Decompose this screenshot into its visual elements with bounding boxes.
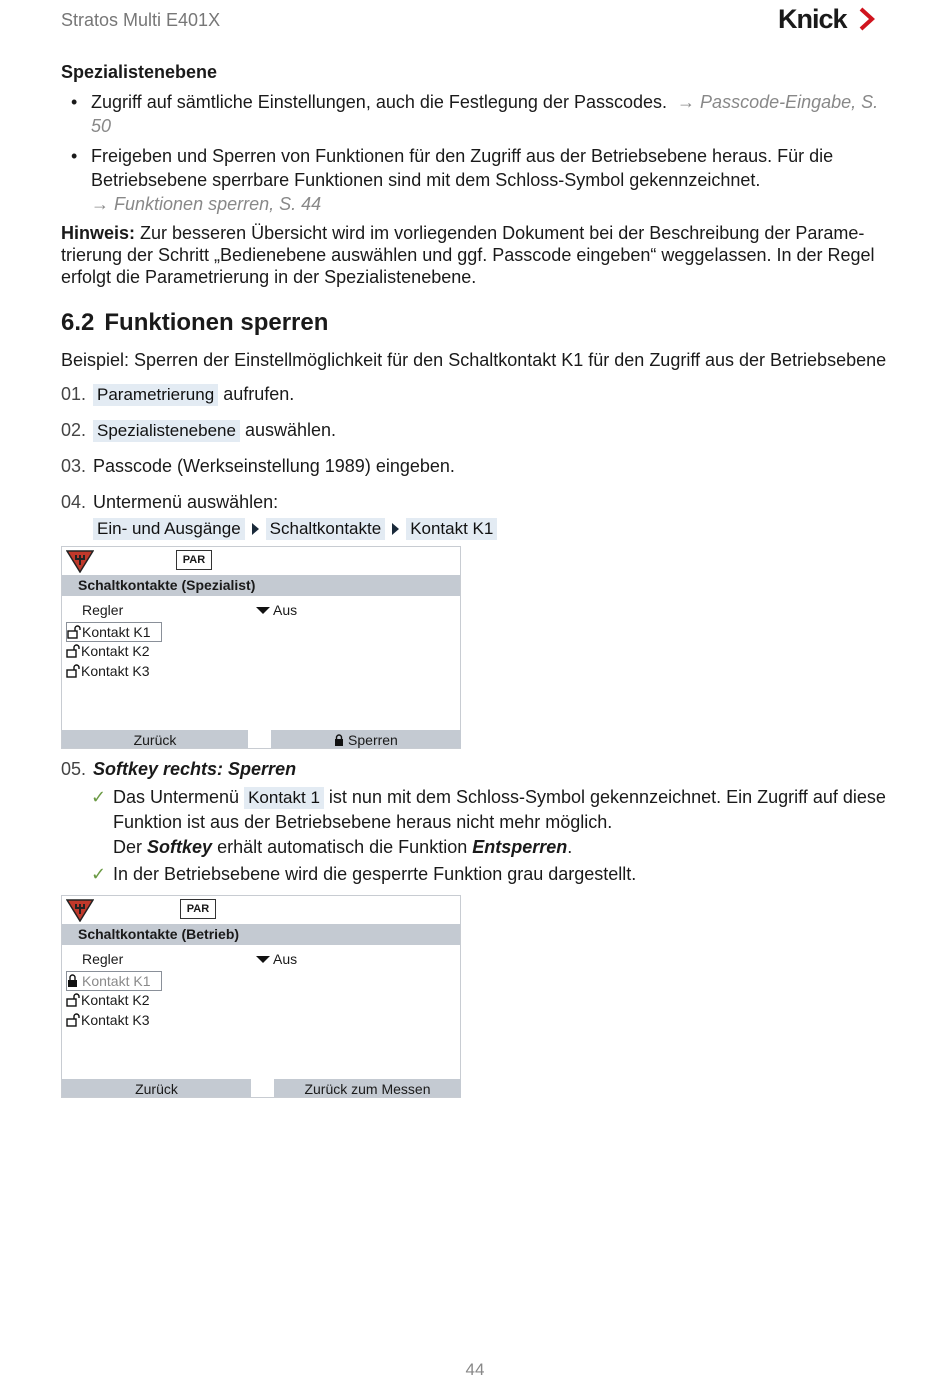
unlocked-icon [66, 644, 80, 658]
menu-item-kontakt-k2[interactable] [66, 991, 150, 1009]
unlocked-icon [67, 625, 81, 639]
step-05 [61, 757, 891, 783]
unlock-term: Entsperren [472, 837, 568, 857]
arrow-right-icon: → [91, 194, 109, 214]
breadcrumb-item[interactable]: Schaltkontakte [266, 518, 386, 540]
step-03 [61, 454, 891, 480]
cross-reference-link[interactable]: Funktionen sperren, S. 44 [114, 194, 322, 214]
step-number: 05. [61, 759, 87, 779]
document-header-title: Stratos Multi E401X [61, 10, 221, 30]
step-text: aufrufen. [223, 384, 295, 404]
screen-title: Schaltkontakte (Spezialist) [62, 575, 460, 596]
menu-item-kontakt-k1[interactable] [66, 622, 162, 642]
checkmark-icon: ✓ [91, 787, 107, 807]
note-text-line-2: trierung der Schritt „Bedienebene auswählen und ggf. Passcode eingeben“ weggelassen. In der Regel [61, 245, 875, 265]
step-04 [61, 490, 891, 540]
step-text: auswählen. [244, 420, 337, 440]
list-item [61, 144, 891, 216]
page-number: 44 [465, 1360, 485, 1379]
breadcrumb-item[interactable]: Kontakt K1 [406, 518, 497, 540]
menu-item-label: Kontakt K2 [81, 643, 150, 659]
softkey-right-back-to-measuring[interactable]: Zurück zum Messen [274, 1079, 461, 1097]
softkey-left-back[interactable]: Zurück [62, 730, 248, 748]
locked-icon [67, 974, 81, 988]
parameter-wrench-icon [66, 549, 94, 573]
step-number: 02. [61, 420, 87, 440]
breadcrumb-item[interactable]: Ein- und Ausgänge [93, 518, 245, 540]
bullet-text: Zugriff auf sämtliche Einstellungen, auch die Festlegung der Passcodes. [91, 92, 667, 112]
checkmark-icon: ✓ [91, 864, 107, 884]
menu-item-label: Kontakt K1 [82, 973, 151, 989]
mode-badge: PAR [180, 899, 216, 919]
result-line-1: ✓ Das Untermenü Kontakt 1 ist nun mit dem Schloss-Symbol gekennzeichnet. Ein Zugriff auf diese Funktion ist aus der Betriebsebene heraus nicht mehr möglich. Der Softkey erhält automatisch die Funktion Entsperren. [91, 787, 886, 857]
result-text: In der Betriebsebene wird die gesperrte Funktion grau dargestellt. [113, 864, 637, 884]
unlocked-icon [66, 664, 80, 678]
menu-item-label: Kontakt K2 [81, 992, 150, 1008]
unlocked-icon [66, 1013, 80, 1027]
step-number: 03. [61, 456, 87, 476]
step-02 [61, 418, 891, 444]
softkey-term: Softkey [147, 837, 213, 857]
step-01 [61, 382, 891, 408]
arrow-right-icon: → [672, 92, 696, 112]
note-text-line-1: Zur besseren Übersicht wird im vorliegenden Dokument bei der Beschreibung der Parame- [140, 223, 865, 243]
mode-badge: PAR [176, 550, 212, 570]
regler-label[interactable]: Regler [82, 602, 124, 618]
step-number: 01. [61, 384, 87, 404]
example-text: Beispiel: Sperren der Einstellmöglichkeit für den Schaltkontakt K1 für den Zugriff aus der Betriebsebene [61, 350, 887, 370]
note-text-line-3: erfolgt die Parametrierung in der Spezialistenebene. [61, 267, 477, 287]
device-screen-operation [61, 895, 461, 1098]
specialist-level-heading: Spezialistenebene [61, 62, 218, 82]
regler-label[interactable]: Regler [82, 951, 124, 967]
menu-item-label: Kontakt K3 [81, 1012, 150, 1028]
breadcrumb-separator-icon [392, 523, 399, 535]
brand-wordmark: Knick [778, 3, 847, 34]
step-text: Passcode (Werkseinstellung 1989) eingeben. [93, 456, 455, 476]
result-text: erhält automatisch die Funktion [217, 837, 468, 857]
note-label: Hinweis: [61, 223, 136, 243]
list-item [61, 90, 891, 138]
menu-chip-kontakt-1[interactable]: Kontakt 1 [244, 787, 324, 809]
menu-item-kontakt-k3[interactable] [66, 1011, 150, 1029]
regler-dropdown[interactable] [256, 601, 297, 619]
result-text: Der [113, 837, 143, 857]
result-line-2 [61, 862, 891, 887]
section-heading [61, 308, 891, 338]
result-text: Das Untermenü [113, 787, 240, 807]
step-text: Softkey rechts: Sperren [93, 759, 297, 779]
menu-item-label: Kontakt K3 [81, 663, 150, 679]
breadcrumb [93, 518, 891, 540]
menu-item-label: Kontakt K1 [82, 624, 151, 640]
softkey-label: Sperren [348, 732, 398, 748]
caret-down-icon [256, 607, 270, 614]
menu-item-kontakt-k3[interactable] [66, 662, 150, 680]
chevron-right-icon [859, 7, 875, 31]
note-paragraph [61, 222, 891, 288]
regler-dropdown[interactable] [256, 950, 297, 968]
regler-value: Aus [273, 602, 298, 618]
unlocked-icon [66, 993, 80, 1007]
cross-reference-link[interactable]: Passcode-Eingabe, S. 50 [91, 92, 879, 136]
step-text: Untermenü auswählen: [93, 492, 279, 512]
step-number: 04. [61, 492, 87, 512]
caret-down-icon [256, 956, 270, 963]
menu-item-kontakt-k2[interactable] [66, 642, 150, 660]
bullet-icon: • [71, 146, 78, 166]
menu-item-kontakt-k1 [66, 971, 162, 991]
menu-chip-parametrierung[interactable]: Parametrierung [93, 384, 218, 406]
section-title: Funktionen sperren [104, 309, 329, 336]
breadcrumb-separator-icon [252, 523, 259, 535]
result-text: ist nun mit dem Schloss-Symbol gekennzeichnet. Ein Zugriff auf diese Funktion ist aus der Betriebsebene heraus nicht mehr möglich. [113, 787, 886, 832]
lock-icon [334, 734, 344, 746]
device-screen-specialist [61, 546, 461, 749]
regler-value: Aus [273, 951, 298, 967]
brand-logo [778, 2, 875, 36]
menu-chip-spezialistenebene[interactable]: Spezialistenebene [93, 420, 240, 442]
parameter-wrench-icon [66, 898, 94, 922]
softkey-right-lock[interactable] [271, 730, 461, 748]
specialist-bullets [61, 90, 891, 216]
bullet-icon: • [71, 92, 78, 112]
bullet-text: Freigeben und Sperren von Funktionen für den Zugriff aus der Betriebsebene heraus. Für die Betriebsebene sperrbare Funktionen sind mit dem Schloss-Symbol gekennzeichnet. [91, 146, 834, 190]
softkey-left-back[interactable]: Zurück [62, 1079, 251, 1097]
screen-title: Schaltkontakte (Betrieb) [62, 924, 460, 945]
document-body [61, 60, 891, 1098]
section-number: 6.2 [61, 309, 95, 336]
